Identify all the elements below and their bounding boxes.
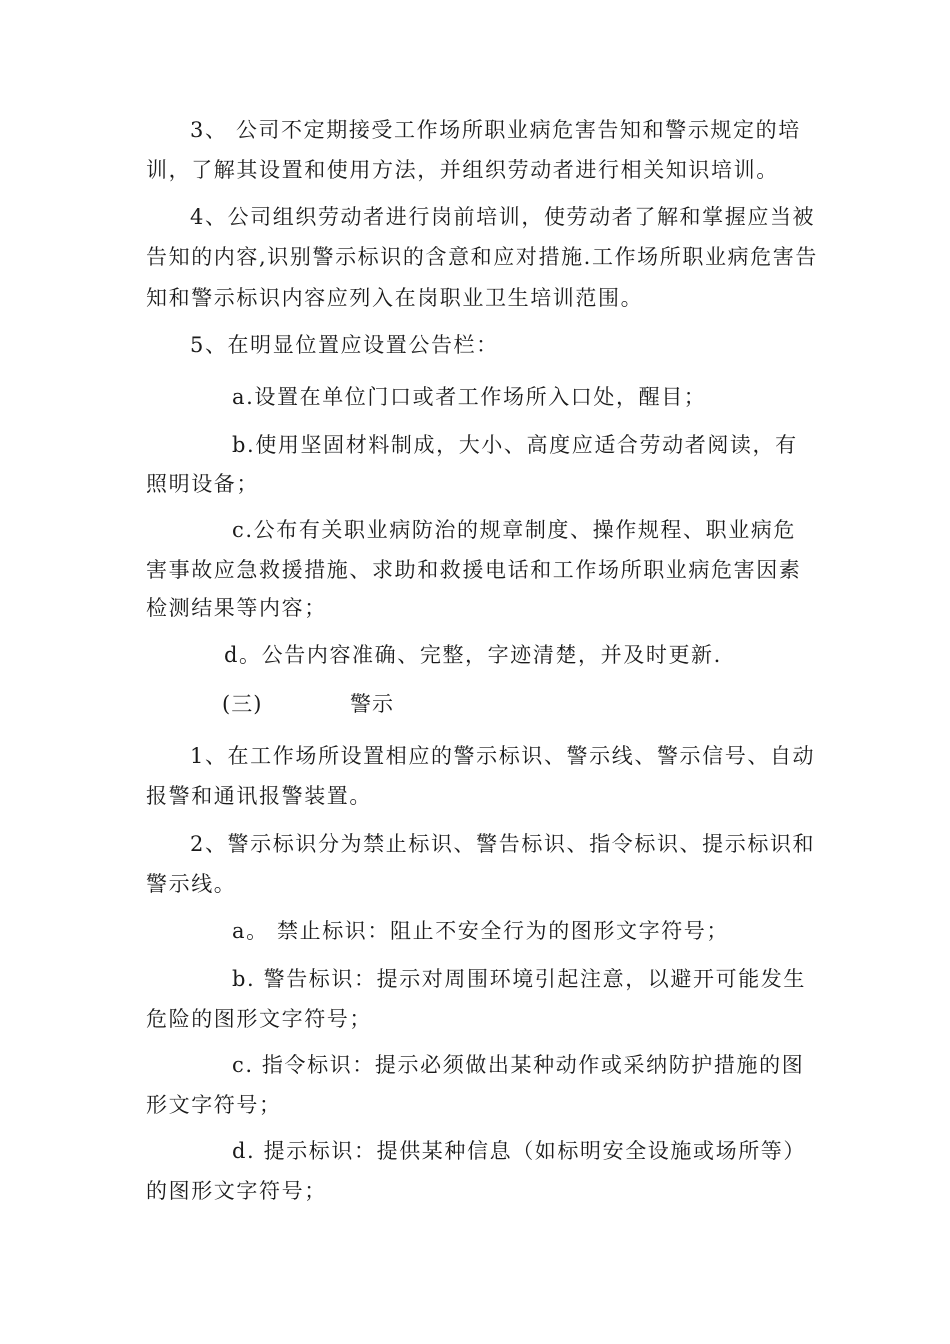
sign-item-c-line-2: 形文字符号；: [146, 1093, 282, 1117]
item-5a: a.设置在单位门口或者工作场所入口处，醒目；: [232, 385, 707, 409]
section-heading-number: (三): [222, 692, 263, 716]
paragraph-5-line-1: 5、在明显位置应设置公告栏：: [190, 333, 499, 357]
sign-item-b-line-1: b. 警告标识：提示对周围环境引起注意，以避开可能发生: [232, 967, 806, 991]
warning-item-1-line-2: 报警和通讯报警装置。: [146, 784, 372, 808]
item-5d: d。公告内容准确、完整，字迹清楚，并及时更新.: [224, 643, 722, 667]
paragraph-4-line-3: 知和警示标识内容应列入在岗职业卫生培训范围。: [146, 286, 644, 310]
warning-item-1-line-1: 1、在工作场所设置相应的警示标识、警示线、警示信号、自动: [190, 744, 816, 768]
sign-item-d-line-2: 的图形文字符号；: [146, 1179, 327, 1203]
warning-item-2-line-1: 2、警示标识分为禁止标识、警告标识、指令标识、提示标识和: [190, 832, 816, 856]
item-5b-line-1: b.使用坚固材料制成，大小、高度应适合劳动者阅读，有: [232, 433, 798, 457]
paragraph-4-line-1: 4、公司组织劳动者进行岗前培训，使劳动者了解和掌握应当被: [190, 205, 816, 229]
item-5c-line-1: c.公布有关职业病防治的规章制度、操作规程、职业病危: [232, 518, 797, 542]
sign-item-d-line-1: d. 提示标识：提供某种信息（如标明安全设施或场所等）: [232, 1139, 806, 1163]
warning-item-2-line-2: 警示线。: [146, 872, 237, 896]
paragraph-4-line-2: 告知的内容,识别警示标识的含意和应对措施.工作场所职业病危害告: [146, 245, 818, 269]
paragraph-3-line-1: 3、 公司不定期接受工作场所职业病危害告知和警示规定的培: [190, 118, 801, 142]
sign-item-c-line-1: c. 指令标识：提示必须做出某种动作或采纳防护措施的图: [232, 1053, 805, 1077]
item-5c-line-2: 害事故应急救援措施、求助和救援电话和工作场所职业病危害因素: [146, 558, 802, 582]
section-heading-title: 警示: [350, 692, 394, 716]
paragraph-3-line-2: 训，了解其设置和使用方法，并组织劳动者进行相关知识培训。: [146, 158, 779, 182]
item-5c-line-3: 检测结果等内容；: [146, 596, 327, 620]
item-5b-line-2: 照明设备；: [146, 472, 259, 496]
sign-item-b-line-2: 危险的图形文字符号；: [146, 1007, 372, 1031]
sign-item-a: a。 禁止标识：阻止不安全行为的图形文字符号；: [232, 919, 729, 943]
